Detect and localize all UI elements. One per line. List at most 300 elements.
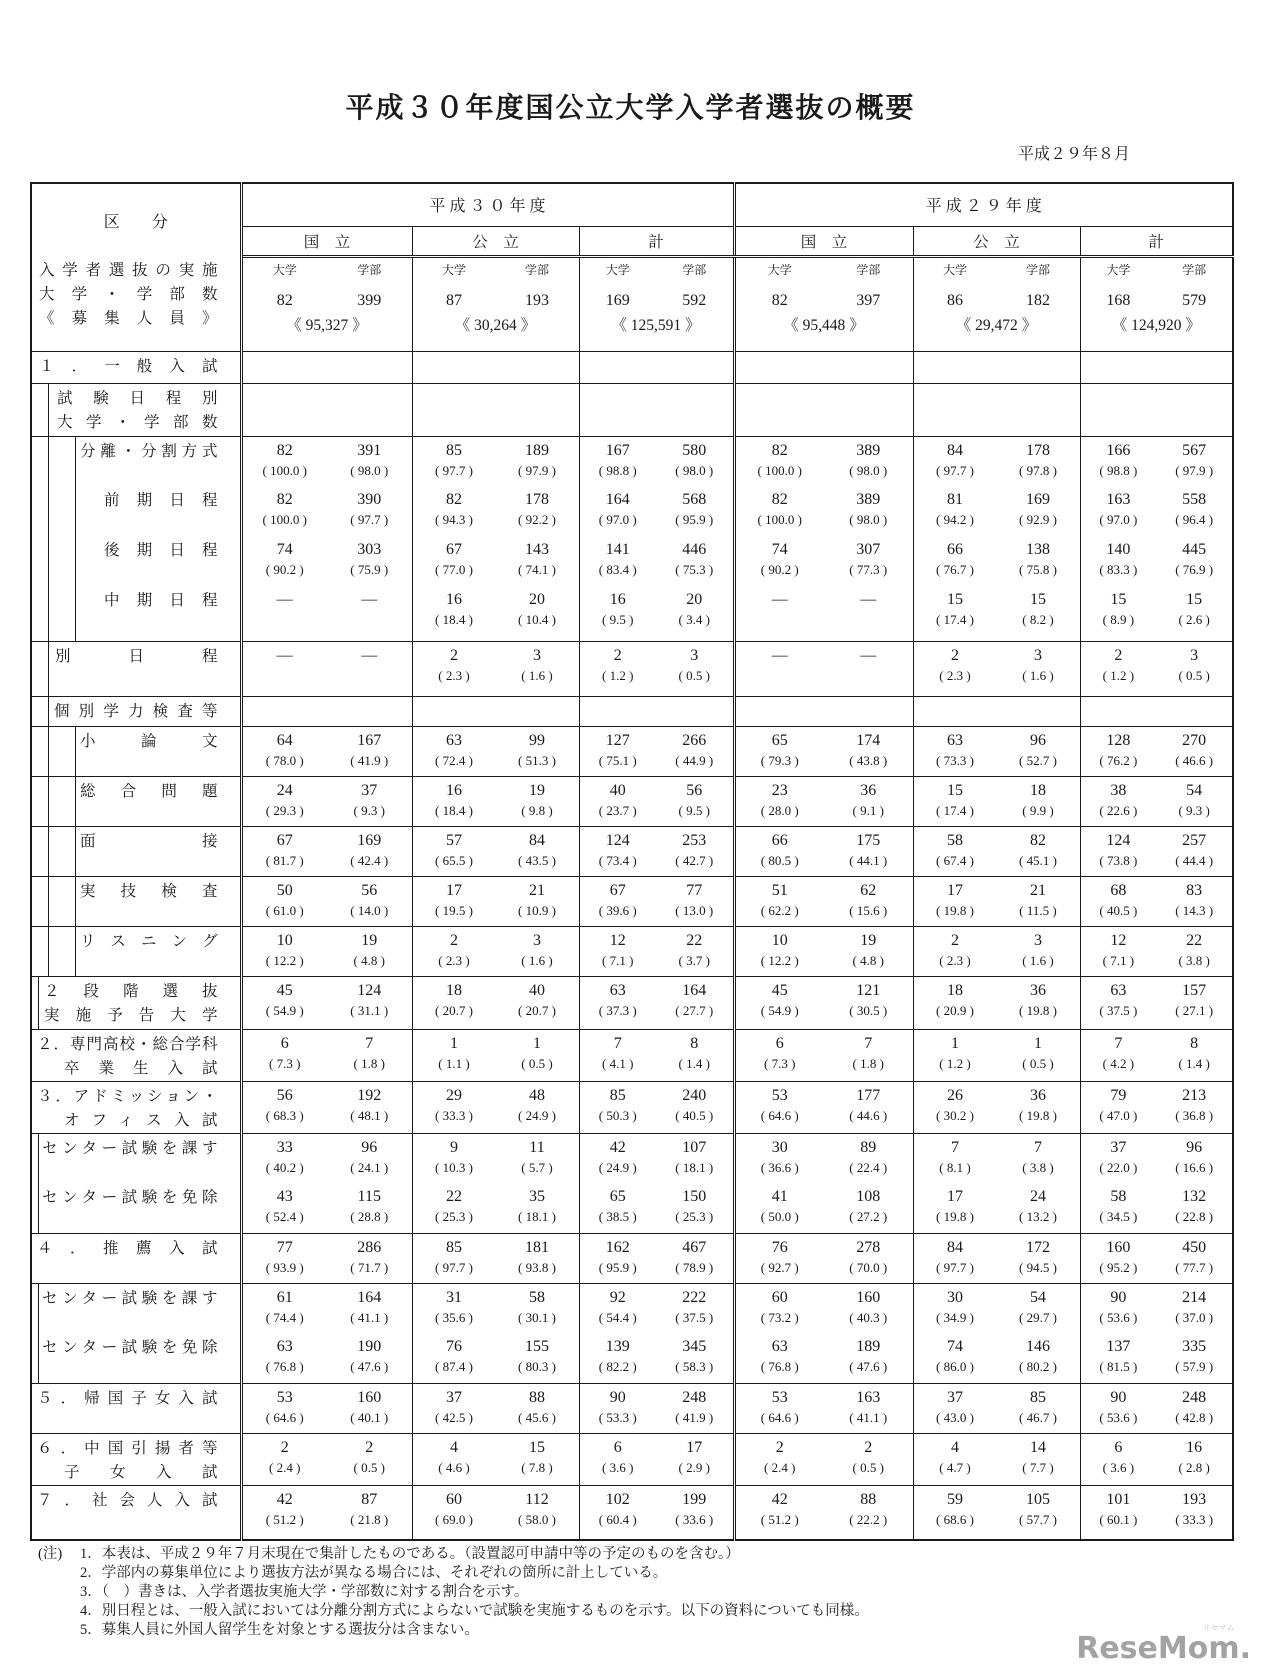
gakubu-value: 62 xyxy=(860,881,877,899)
data-cell-h29-kei xyxy=(1080,1183,1233,1233)
data-cell-h29-kokuritsu xyxy=(734,726,913,776)
count-values xyxy=(914,731,1080,751)
percent-values xyxy=(580,852,733,869)
subcol-headers xyxy=(914,261,1080,278)
gakubu-value: 174 xyxy=(856,731,881,749)
data-cell-h30-kokuritsu xyxy=(241,1183,412,1233)
daigaku-value: 18 xyxy=(947,981,963,999)
gakubu-value: 14 xyxy=(1030,1438,1046,1456)
count-values xyxy=(914,1438,1080,1458)
percent-values xyxy=(736,1055,913,1072)
daigaku-value: 12 xyxy=(1110,931,1127,949)
daigaku-value: 66 xyxy=(771,831,788,849)
data-cell-h29-kokuritsu xyxy=(734,1333,913,1383)
daigaku-value: 141 xyxy=(605,541,630,558)
daigaku-value: 67 xyxy=(609,881,626,899)
note-line xyxy=(38,1621,1233,1640)
row-label-line: 別日程 xyxy=(55,647,218,665)
percent-values xyxy=(243,511,412,528)
gakubu-percent: ( 2.6 ) xyxy=(1178,612,1210,627)
daigaku-percent: ( 67.4 ) xyxy=(936,852,974,868)
data-cell-h30-koritsu xyxy=(412,486,579,536)
table-row-suisen-center-menjo xyxy=(31,1333,1233,1383)
gakubu-percent: ( 44.4 ) xyxy=(1175,852,1214,868)
percent-values xyxy=(580,611,733,628)
data-cell-h30-koritsu xyxy=(412,1233,579,1283)
gakubu-value: 105 xyxy=(1026,1490,1050,1508)
count-values xyxy=(413,881,579,901)
gakubu-value: 36 xyxy=(1030,981,1046,999)
data-cell-h30-koritsu xyxy=(412,1029,579,1081)
daigaku-value: 6 xyxy=(775,1034,784,1052)
percent-values xyxy=(914,1459,1080,1476)
count-values xyxy=(736,1490,913,1510)
daigaku-value: 167 xyxy=(605,441,630,459)
gakubu-value: 54 xyxy=(1186,781,1203,799)
gakubu-value: 307 xyxy=(856,541,881,558)
daigaku-value: 74 xyxy=(276,541,293,558)
percent-values xyxy=(413,752,579,769)
daigaku-value: 17 xyxy=(947,881,963,899)
data-cell-h29-kei xyxy=(1080,436,1233,486)
gakubu-percent: ( 3.8 ) xyxy=(1178,952,1210,968)
daigaku-percent: ( 40.2 ) xyxy=(265,1159,304,1175)
data-cell-h29-koritsu xyxy=(913,383,1080,436)
gakubu-percent: ( 15.6 ) xyxy=(849,902,888,918)
count-values xyxy=(736,1238,913,1258)
count-values xyxy=(736,881,913,901)
count-values xyxy=(580,1337,733,1357)
count-values xyxy=(1081,441,1233,461)
count-values xyxy=(243,1086,412,1106)
gakubu-percent: ( 70.0 ) xyxy=(849,1259,888,1275)
count-values xyxy=(580,1490,733,1510)
data-cell-h30-kei xyxy=(579,486,734,536)
percent-values xyxy=(1081,1459,1233,1476)
count-values xyxy=(413,1337,579,1357)
daigaku-percent: ( 73.8 ) xyxy=(1099,852,1138,868)
data-cell-h29-kokuritsu xyxy=(734,1433,913,1485)
data-cell-h30-kei xyxy=(579,586,734,641)
data-cell-h30-kokuritsu xyxy=(241,641,412,696)
percent-values xyxy=(243,1107,412,1124)
subcol-daigaku: 大学 xyxy=(942,262,967,277)
percent-values xyxy=(413,1309,579,1326)
percent-values xyxy=(1081,902,1233,919)
gakubu-value: 389 xyxy=(856,491,881,508)
gakubu-percent: ( 0.5 ) xyxy=(521,1055,553,1071)
daigaku-value: 43 xyxy=(276,1188,293,1205)
daigaku-percent: ( 65.5 ) xyxy=(435,852,473,868)
gakubu-value: 240 xyxy=(682,1086,707,1104)
count-values xyxy=(1081,1187,1233,1207)
gakubu-value: 164 xyxy=(357,1288,382,1306)
daigaku-value: 92 xyxy=(609,1288,626,1306)
gakubu-value: 138 xyxy=(1026,541,1050,558)
gakubu-value: 7 xyxy=(1034,1138,1042,1156)
daigaku-percent: ( 100.0 ) xyxy=(757,462,802,478)
count-values xyxy=(736,981,913,1001)
count-values xyxy=(736,731,913,751)
daigaku-value: — xyxy=(276,591,293,608)
daigaku-value: 59 xyxy=(947,1490,963,1508)
count-values xyxy=(243,646,412,666)
daigaku-percent: ( 60.1 ) xyxy=(1099,1511,1138,1527)
count-values xyxy=(413,1438,579,1458)
daigaku-percent: ( 69.0 ) xyxy=(435,1511,473,1527)
nest-line xyxy=(38,1284,39,1334)
count-values xyxy=(413,1238,579,1258)
percent-values xyxy=(580,667,733,684)
daigaku-percent: ( 19.8 ) xyxy=(936,902,974,918)
daigaku-value: 16 xyxy=(609,591,626,608)
percent-values xyxy=(736,852,913,869)
data-cell-h30-kokuritsu xyxy=(241,1081,412,1133)
daigaku-percent: ( 97.0 ) xyxy=(1099,512,1138,527)
gakubu-percent: ( 7.8 ) xyxy=(521,1459,553,1475)
data-cell-h30-kokuritsu xyxy=(241,726,412,776)
gakubu-value: 266 xyxy=(682,731,707,749)
gakubu-percent: ( 1.4 ) xyxy=(1178,1055,1210,1071)
gakubu-percent: ( 97.7 ) xyxy=(350,512,389,527)
gakubu-value: 446 xyxy=(682,541,707,558)
daigaku-percent: ( 10.3 ) xyxy=(435,1159,473,1175)
gakubu-value: 390 xyxy=(357,491,382,508)
daigaku-percent: ( 78.0 ) xyxy=(265,752,304,768)
count-values xyxy=(1081,291,1233,311)
gakubu-value: 270 xyxy=(1182,731,1207,749)
gakubu-value: 36 xyxy=(860,781,877,799)
daigaku-value: 63 xyxy=(276,1338,293,1355)
count-values xyxy=(243,981,412,1001)
row-label-line: 試験日程別 xyxy=(57,389,218,407)
table-row-ippan-nyushi xyxy=(31,351,1233,383)
data-cell-h29-kei xyxy=(1080,696,1233,726)
daigaku-percent: ( 83.3 ) xyxy=(1099,562,1138,577)
daigaku-value: 76 xyxy=(446,1338,462,1355)
row-label-line: 個別学力検査等 xyxy=(54,702,218,720)
gakubu-percent: ( 98.0 ) xyxy=(350,462,389,478)
data-cell-h29-kei xyxy=(1080,876,1233,926)
percent-values xyxy=(736,1409,913,1426)
percent-values xyxy=(413,667,579,684)
daigaku-percent: ( 37.5 ) xyxy=(1099,1002,1138,1018)
daigaku-percent: ( 97.7 ) xyxy=(435,462,473,478)
gakubu-percent: ( 24.1 ) xyxy=(350,1159,389,1175)
daigaku-percent: ( 40.5 ) xyxy=(1099,902,1138,918)
daigaku-percent: ( 3.6 ) xyxy=(602,1459,634,1475)
data-cell-h29-kei xyxy=(1080,256,1233,351)
row-label-ao-center-kasu xyxy=(31,1133,241,1183)
count-values xyxy=(413,1138,579,1158)
daigaku-percent: ( 22.0 ) xyxy=(1099,1159,1138,1175)
daigaku-value: 86 xyxy=(947,291,963,309)
gakubu-value: 164 xyxy=(682,981,707,999)
count-values xyxy=(413,781,579,801)
data-cell-h30-kokuritsu xyxy=(241,1433,412,1485)
data-cell-h30-kei xyxy=(579,436,734,486)
data-cell-h30-koritsu xyxy=(412,436,579,486)
row-label-line: １．一般入試 xyxy=(39,357,218,375)
count-values xyxy=(736,441,913,461)
daigaku-value: 30 xyxy=(771,1138,788,1156)
data-cell-h29-kokuritsu xyxy=(734,696,913,726)
gakubu-percent: ( 78.9 ) xyxy=(675,1259,714,1275)
daigaku-percent: ( 20.7 ) xyxy=(435,1002,473,1018)
gakubu-value: 36 xyxy=(1030,1086,1046,1104)
gakubu-value: 24 xyxy=(1030,1188,1046,1205)
count-values xyxy=(736,291,913,311)
data-cell-h29-koritsu xyxy=(913,1081,1080,1133)
daigaku-percent: ( 54.4 ) xyxy=(598,1309,637,1325)
percent-values xyxy=(736,1309,913,1326)
row-label-zenki-nittei xyxy=(31,486,241,536)
daigaku-value: 66 xyxy=(947,541,963,558)
percent-values xyxy=(914,1002,1080,1019)
gakubu-percent: ( 22.2 ) xyxy=(849,1511,888,1527)
data-cell-h30-kokuritsu xyxy=(241,776,412,826)
daigaku-value: 51 xyxy=(771,881,788,899)
watermark-text: ReseMom. xyxy=(1076,1631,1251,1666)
gakubu-value: 108 xyxy=(856,1188,881,1205)
gakubu-value: 157 xyxy=(1182,981,1207,999)
daigaku-percent: ( 29.3 ) xyxy=(265,802,304,818)
daigaku-value: 37 xyxy=(446,1388,462,1406)
gakubu-value: 178 xyxy=(1026,441,1050,459)
row-label-betsu-nittei xyxy=(31,641,241,696)
percent-values xyxy=(580,1409,733,1426)
nest-line xyxy=(48,642,49,696)
daigaku-value: 16 xyxy=(446,781,462,799)
daigaku-value: 82 xyxy=(771,291,788,309)
count-values xyxy=(413,1388,579,1408)
daigaku-value: 4 xyxy=(951,1438,959,1456)
percent-values xyxy=(914,611,1080,628)
gakubu-value: 182 xyxy=(1026,291,1050,309)
row-label-listening xyxy=(31,926,241,976)
row-label-senmon-koko-sotsugyosei xyxy=(31,1029,241,1081)
daigaku-value: 7 xyxy=(1114,1034,1123,1052)
data-cell-h30-koritsu xyxy=(412,1383,579,1433)
gakubu-percent: ( 31.1 ) xyxy=(350,1002,389,1018)
count-values xyxy=(914,1187,1080,1207)
gakubu-percent: ( 29.7 ) xyxy=(1019,1309,1057,1325)
count-values xyxy=(580,931,733,951)
nest-line xyxy=(38,1134,39,1184)
count-values xyxy=(580,831,733,851)
count-values xyxy=(736,540,913,560)
count-values xyxy=(1081,781,1233,801)
daigaku-percent: ( 19.5 ) xyxy=(435,902,473,918)
percent-values xyxy=(736,1208,913,1225)
percent-values xyxy=(736,561,913,578)
percent-values xyxy=(580,1002,733,1019)
count-values xyxy=(580,1438,733,1458)
gakubu-value: 58 xyxy=(529,1288,545,1306)
percent-values xyxy=(1081,611,1233,628)
data-cell-h29-kokuritsu xyxy=(734,826,913,876)
gakubu-percent: ( 71.7 ) xyxy=(350,1259,389,1275)
gakubu-percent: ( 43.5 ) xyxy=(518,852,556,868)
data-cell-h29-kokuritsu xyxy=(734,256,913,351)
table-row-senmon-koko-sotsugyosei xyxy=(31,1029,1233,1081)
count-values xyxy=(243,831,412,851)
daigaku-value: 63 xyxy=(947,731,963,749)
count-values xyxy=(580,1034,733,1054)
gakubu-value: 193 xyxy=(1182,1490,1207,1508)
table-row-mensetsu xyxy=(31,826,1233,876)
percent-values xyxy=(1081,1409,1233,1426)
row-label-line: 実技検査 xyxy=(80,882,218,900)
percent-values xyxy=(413,1511,579,1528)
count-values xyxy=(580,1288,733,1308)
row-label-line: ３．アドミッション・ xyxy=(37,1087,218,1105)
gakubu-value: 445 xyxy=(1182,541,1207,558)
daigaku-value: 40 xyxy=(609,781,626,799)
percent-values xyxy=(580,1208,733,1225)
percent-values xyxy=(1081,952,1233,969)
data-cell-h30-koritsu xyxy=(412,1183,579,1233)
nest-line xyxy=(48,877,49,926)
gakubu-value: 169 xyxy=(1026,491,1050,508)
percent-values xyxy=(413,802,579,819)
gakubu-value: 96 xyxy=(1030,731,1046,749)
daigaku-value: 53 xyxy=(276,1388,293,1406)
daigaku-percent: ( 54.9 ) xyxy=(760,1002,799,1018)
row-label-nidankai-senbatsu xyxy=(31,976,241,1029)
gakubu-percent: ( 3.4 ) xyxy=(678,612,710,627)
nest-line xyxy=(48,536,49,586)
gakubu-percent: ( 44.6 ) xyxy=(849,1107,888,1123)
row-label-line: ４．推薦入試 xyxy=(37,1239,218,1257)
count-values xyxy=(413,831,579,851)
row-label-line: 前期日程 xyxy=(104,492,218,509)
recruit-count: 《 30,264 》 xyxy=(454,316,537,334)
gakubu-percent: ( 98.0 ) xyxy=(675,462,714,478)
subcol-gakubu: 学部 xyxy=(357,262,382,277)
row-label-jisshi-daigaku-gakubu-su xyxy=(31,256,241,351)
count-values xyxy=(736,1138,913,1158)
data-cell-h29-kei xyxy=(1080,351,1233,383)
data-cell-h29-kei xyxy=(1080,1383,1233,1433)
row-label-line: ２段階選抜 xyxy=(44,982,218,1000)
gakubu-value: 467 xyxy=(682,1238,707,1256)
subcol-headers xyxy=(1081,261,1233,278)
daigaku-percent: ( 60.4 ) xyxy=(598,1511,637,1527)
percent-values xyxy=(580,802,733,819)
table-row-betsu-nittei xyxy=(31,641,1233,696)
daigaku-percent: ( 47.0 ) xyxy=(1099,1107,1138,1123)
row-label-suisen-nyushi xyxy=(31,1233,241,1283)
daigaku-percent: ( 100.0 ) xyxy=(262,512,307,527)
percent-values xyxy=(1081,1208,1233,1225)
row-label-suisen-center-menjo xyxy=(31,1333,241,1383)
gakubu-value: 3 xyxy=(1034,931,1042,949)
gakubu-percent: ( 80.2 ) xyxy=(1019,1359,1057,1374)
gakubu-percent: ( 37.5 ) xyxy=(675,1309,714,1325)
table-row-chugoku-hikiagesha xyxy=(31,1433,1233,1485)
daigaku-percent: ( 20.9 ) xyxy=(936,1002,974,1018)
data-cell-h29-kei xyxy=(1080,536,1233,586)
count-values xyxy=(413,1187,579,1207)
gakubu-value: 169 xyxy=(357,831,382,849)
daigaku-value: 127 xyxy=(605,731,630,749)
count-values xyxy=(413,646,579,666)
data-cell-h30-koritsu xyxy=(412,726,579,776)
gakubu-percent: ( 3.7 ) xyxy=(678,952,710,968)
row-label-shoronbun xyxy=(31,726,241,776)
daigaku-value: 63 xyxy=(1110,981,1127,999)
gakubu-value: 40 xyxy=(529,981,545,999)
data-cell-h30-koritsu xyxy=(412,1333,579,1383)
gakubu-value: — xyxy=(860,591,877,608)
row-label-line: センター試験を課す xyxy=(42,1139,218,1157)
data-cell-h30-kokuritsu xyxy=(241,436,412,486)
nest-line xyxy=(75,877,76,926)
daigaku-value: 24 xyxy=(276,781,293,799)
row-label-line: ７．社会人入試 xyxy=(37,1491,218,1509)
data-cell-h30-kei xyxy=(579,536,734,586)
gakubu-value: 7 xyxy=(864,1034,873,1052)
data-cell-h30-kokuritsu xyxy=(241,486,412,536)
row-label-ao-center-menjo xyxy=(31,1183,241,1233)
corner-label: 区 分 xyxy=(31,183,241,256)
data-cell-h29-koritsu xyxy=(913,351,1080,383)
row-label-line: 大学・学部数 xyxy=(39,286,218,303)
daigaku-value: 2 xyxy=(450,646,458,664)
gakubu-value: 1 xyxy=(533,1034,541,1052)
count-values xyxy=(914,1138,1080,1158)
gakubu-percent: ( 0.5 ) xyxy=(678,667,710,683)
count-values xyxy=(736,1086,913,1106)
gakubu-value: 22 xyxy=(1186,931,1203,949)
daigaku-value: 63 xyxy=(446,731,462,749)
gakubu-value: 48 xyxy=(529,1086,545,1104)
gakubu-value: 89 xyxy=(860,1138,877,1156)
daigaku-percent: ( 9.5 ) xyxy=(602,612,634,627)
count-values xyxy=(580,1187,733,1207)
count-values xyxy=(914,590,1080,610)
footnotes xyxy=(38,1545,1233,1640)
data-cell-h30-kei xyxy=(579,1333,734,1383)
gakubu-percent: ( 28.8 ) xyxy=(350,1209,389,1224)
percent-values xyxy=(914,511,1080,528)
table-row-kikoku-shijo-nyushi xyxy=(31,1383,1233,1433)
daigaku-percent: ( 8.1 ) xyxy=(939,1159,971,1175)
data-cell-h30-koritsu xyxy=(412,926,579,976)
data-cell-h29-koritsu xyxy=(913,641,1080,696)
data-cell-h29-kokuritsu xyxy=(734,876,913,926)
gakubu-value: 56 xyxy=(686,781,703,799)
gakubu-value: 160 xyxy=(357,1388,382,1406)
data-cell-h30-kei xyxy=(579,1485,734,1540)
count-values xyxy=(736,646,913,666)
year-group-h29: 平 成 ２ ９ 年 度 xyxy=(734,183,1233,226)
data-cell-h29-kokuritsu xyxy=(734,641,913,696)
gakubu-value: 21 xyxy=(1030,881,1046,899)
count-values xyxy=(914,646,1080,666)
daigaku-value: 41 xyxy=(771,1188,788,1205)
daigaku-value: 63 xyxy=(771,1338,788,1355)
daigaku-percent: ( 86.0 ) xyxy=(936,1359,974,1374)
count-values xyxy=(1081,1490,1233,1510)
count-values xyxy=(914,441,1080,461)
gakubu-percent: ( 33.3 ) xyxy=(1175,1511,1214,1527)
gakubu-percent: ( 0.5 ) xyxy=(1022,1055,1054,1071)
percent-values xyxy=(1081,802,1233,819)
gakubu-value: 192 xyxy=(357,1086,382,1104)
count-values xyxy=(736,1288,913,1308)
